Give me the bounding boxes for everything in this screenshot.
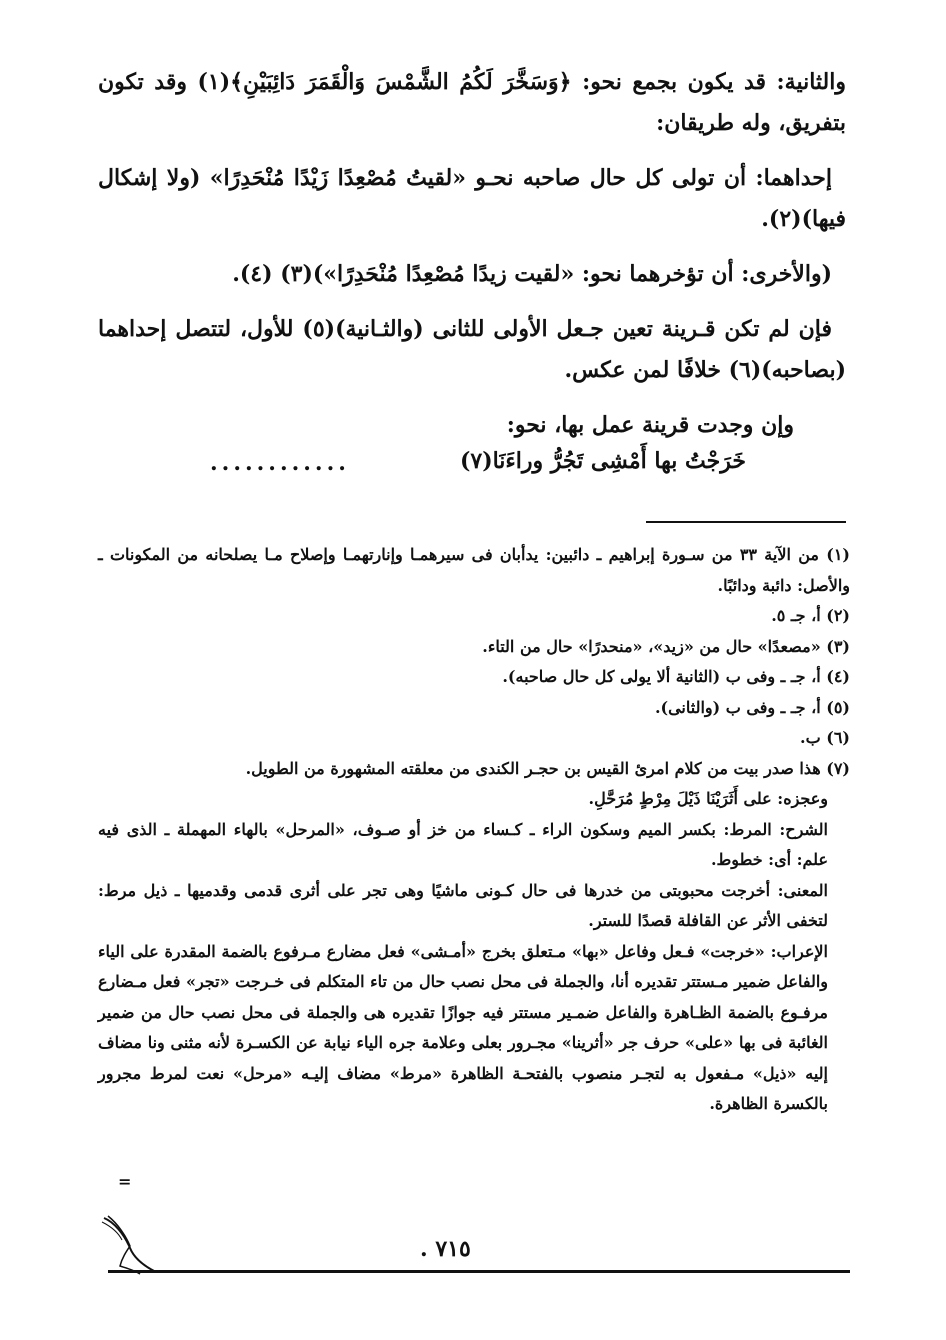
main-text-block [98, 62, 846, 492]
footnote-separator [646, 521, 846, 523]
paragraph-4: فإن لم تكن قـرينة تعين جـعل الأولى للثانى (والثـانية)(٥) للأول، لتتصل إحداهما (بصاحبه)(٦) خلافًا لمن عكس. [98, 316, 846, 383]
paragraph-2: إحداهما: أن تولى كل حال صاحبه نحـو «لقيتُ مُصْعِدًا زَيْدًا مُنْحَدِرًا» (ولا إشكال فيها)(٢). [98, 165, 846, 232]
verse-first-hemistich: خَرَجْتُ بها أَمْشِى تَجُرُّ وراءَنَا(٧) [459, 448, 746, 474]
footnote-2: (٢) أ، جـ ٥. [771, 606, 850, 625]
footnote-1: (١) من الآية ٣٣ من سـورة إبراهيم ـ دائبين: يدأبان فى سيرهمـا وإنارتهمـا وإصلاح مـا يصلحانه من المكونات ـ والأصل: دائبة ودائبًا. [98, 545, 850, 595]
footnote-7-meaning: المعنى: أخرجت محبوبتى من خدرها فى حال كـونى ماشيًا وهى تجر على أثرى قدمى وقدميها ـ ذيل مرط: لتخفى الأثر عن القافلة قصدًا للستر. [98, 880, 828, 930]
bottom-rule [108, 1270, 850, 1273]
footnote-4: (٤) أ، جـ ـ وفى ب (الثانية ألا يولى كل حال صاحبه). [502, 667, 850, 686]
footnote-7-second-hemistich: وعجزه: على أَثَرَيْنَا ذَيْلَ مِرْطٍ مُرَحَّلِ. [588, 789, 828, 808]
footnote-7-parsing: الإعراب: «خرجت» فـعل وفاعل «بها» مـتعلق بخرج «أمـشى» فعل مضارع مـرفوع بالضمة المقدرة على الياء والفاعل ضمير مـستتر تقديره أنا، والجملة فى محل نصب حال من تاء المتكلم فى خـرجت «تجر» فعل مـضارع مرفـوع بالضمة الظـاهرة والفاعل ضمـير مستتر فيه جوازًا تقديره هى والجملة فى محل نصب حال من ضمير الغائبة فى بها «على» حرف جر «أثرينا» مجـرور بعلى وعلامة جره الياء نيابة عن الكسـرة لأنه مثنى ونا مضاف إليه «ذيل» مـفعول به لتجـر منصوب بالفتحـة الظاهرة «مرط» مضاف إليـه «مرحل» نعت لمرط مجرور بالكسرة الظاهرة. [98, 941, 829, 1113]
verse-ellipsis: ............ [210, 450, 350, 476]
footnote-3: (٣) «مصعدًا» حال من «زيد»، «منحدرًا» حال من التاء. [482, 636, 850, 656]
paragraph-1: والثانية: قد يكون بجمع نحو: ﴿وَسَخَّرَ لَكُمُ الشَّمْسَ وَالْقَمَرَ دَائِبَيْنِ﴾(١) وقد تكون بتفريق، وله طريقان: [98, 69, 846, 136]
quill-ornament-icon [100, 1212, 160, 1278]
footnote-7-explanation: الشرح: المرط: بكسر الميم وسكون الراء ـ كـساء من خز أو صـوف، «المرحل» بالهاء المهملة ـ الذى فيه علم: أى: خطوط. [98, 819, 828, 869]
footnote-5: (٥) أ، جـ ـ وفى ب (والثانى). [654, 697, 850, 717]
footnote-7: (٧) هذا صدر بيت من كلام امرئ القيس بن حجـر الكندى من معلقته المشهورة من الطويل. [245, 758, 850, 778]
verse-line [98, 448, 846, 492]
footnote-6: (٦) ب. [800, 728, 850, 747]
continued-mark: = [118, 1172, 132, 1191]
page-number: ٧١٥ . [420, 1236, 471, 1262]
footnotes-block [98, 540, 850, 1120]
paragraph-5: وإن وجدت قرينة عمل بها، نحو: [506, 412, 794, 438]
paragraph-3: (والأخرى: أن تؤخرهما نحو: «لقيت زيدًا مُصْعِدًا مُنْحَدِرًا»)(٣) (٤). [232, 261, 832, 287]
